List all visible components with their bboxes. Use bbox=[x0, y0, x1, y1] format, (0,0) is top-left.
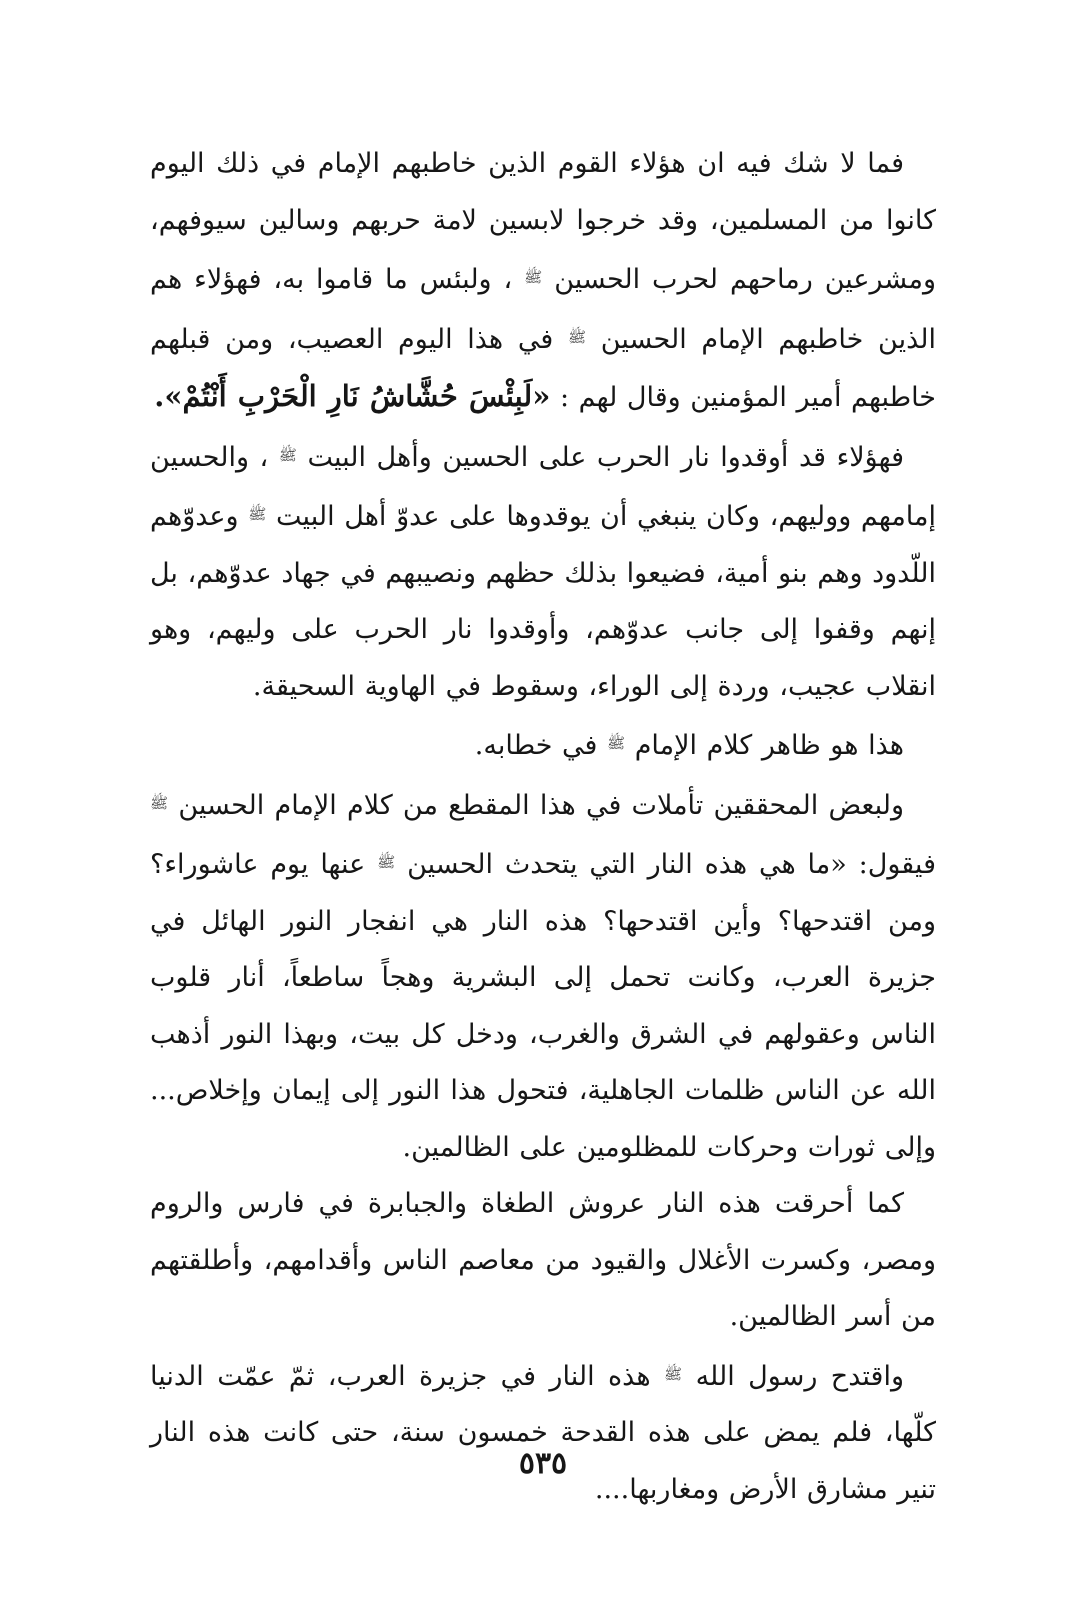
paragraph-text: واقتدح رسول الله bbox=[695, 1360, 904, 1392]
paragraph-1 bbox=[150, 136, 936, 427]
paragraph-text: هذه النار في جزيرة العرب، ثمّ عمّت الدنيا كلّها، فلم يمض على هذه القدحة خمسون سنة، حتى كانت هذه النار تنير مشارق الأرض ومغاربها.... bbox=[150, 1360, 936, 1505]
paragraph-text: كما أحرقت هذه النار عروش الطغاة والجبابرة في فارس والروم ومصر، وكسرت الأغلال والقيود من معاصم الناس وأقدامهم، وأطلقتهم من أسر الظالمين. bbox=[150, 1188, 936, 1332]
honorific-mark: ﷺ bbox=[664, 1364, 683, 1383]
honorific-mark: ﷺ bbox=[607, 734, 626, 752]
paragraph-text: ، ولبئس ما قاموا به، فهؤلاء هم الذين خاطبهم الإمام الحسين bbox=[150, 264, 936, 355]
paragraph-text: هذا هو ظاهر كلام الإمام bbox=[634, 730, 904, 761]
honorific-mark: ﷺ bbox=[278, 445, 297, 464]
paragraph-4 bbox=[150, 775, 936, 1177]
honorific-mark: ﷺ bbox=[377, 853, 396, 871]
quoted-saying: «لَبِئْسَ حُشَّاشُ نَارِ الْحَرْبِ أَنْتُمْ». bbox=[154, 379, 551, 413]
paragraph-text: فيقول: «ما هي هذه النار التي يتحدث الحسين bbox=[407, 849, 936, 880]
honorific-mark: ﷺ bbox=[150, 793, 169, 812]
paragraph-text: وعدوّهم اللّدود وهم بنو أمية، فضيعوا بذلك حظهم ونصيبهم في جهاد عدوّهم، بل إنهم وقفوا إلى جانب عدوّهم، وأوقدوا نار الحرب على وليهم، وهو انقلاب عجيب، وردة إلى الوراء، وسقوط في الهاوية السحيقة. bbox=[149, 501, 936, 702]
page-number: ٥٣٥ bbox=[518, 1446, 568, 1481]
paragraph-6 bbox=[150, 1346, 936, 1519]
honorific-mark: ﷺ bbox=[567, 327, 587, 346]
honorific-mark: ﷺ bbox=[524, 268, 543, 286]
paragraph-3 bbox=[150, 715, 936, 775]
paragraph-text: في هذا اليوم العصيب، ومن قبلهم خاطبهم أمير المؤمنين وقال لهم : bbox=[150, 323, 936, 413]
paragraph-text: عنها يوم عاشوراء؟ ومن اقتدحها؟ وأين اقتدحها؟ هذه النار هي انفجار النور الهائل في جزيرة العرب، وكانت تحمل إلى البشرية وهجاً ساطعاً، أنار قلوب الناس وعقولهم في الشرق والغرب، ودخل كل بيت، وبهذا النور أذهب الله عن الناس ظلمات الجاهلية، فتحول هذا النور إلى إيمان وإخلاص... وإلى ثورات وحركات للمظلومين على الظالمين. bbox=[150, 849, 936, 1163]
paragraph-text: فما لا شك فيه ان هؤلاء القوم الذين خاطبهم الإمام في ذلك اليوم كانوا من المسلمين، وقد خرجوا لابسين لامة حربهم وسالين سيوفهم، ومشرعين رماحهم لحرب الحسين bbox=[150, 148, 936, 295]
paragraph-text: فهؤلاء قد أوقدوا نار الحرب على الحسين وأهل البيت bbox=[307, 441, 904, 473]
paragraph-2 bbox=[150, 427, 936, 716]
paragraph-text: ، والحسين إمامهم ووليهم، وكان ينبغي أن يوقدوها على عدوّ أهل البيت bbox=[150, 441, 936, 532]
paragraph-5 bbox=[150, 1176, 936, 1346]
honorific-mark: ﷺ bbox=[248, 505, 267, 523]
paragraph-text: في خطابه. bbox=[474, 730, 598, 761]
paragraph-text: ولبعض المحققين تأملات في هذا المقطع من كلام الإمام الحسين bbox=[178, 789, 904, 821]
